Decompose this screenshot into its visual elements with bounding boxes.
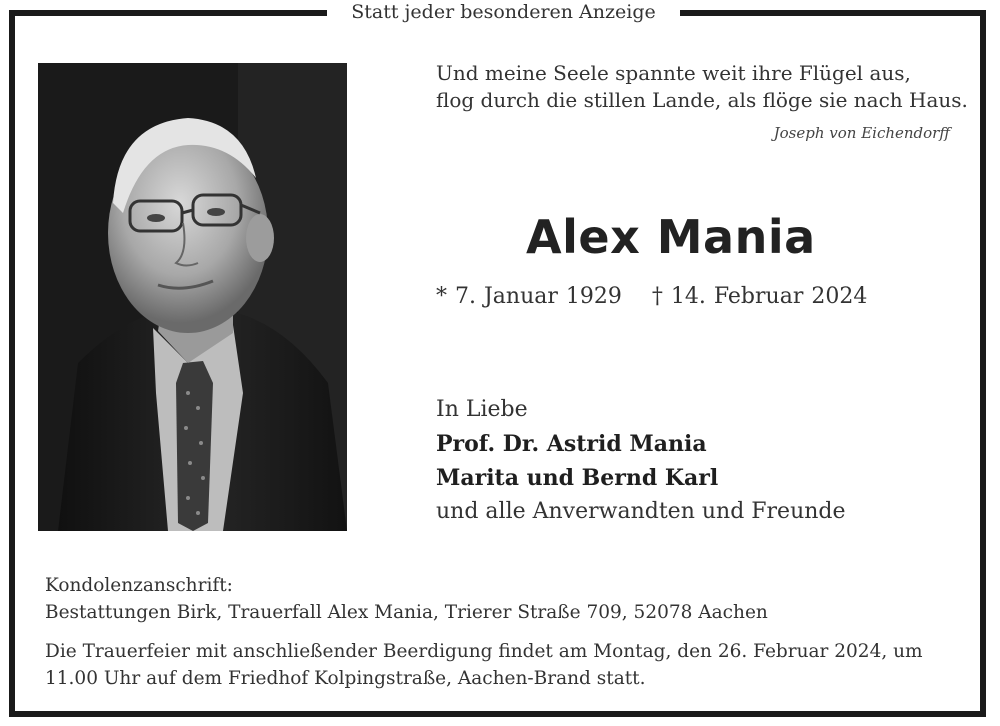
notice-header: Statt jeder besonderen Anzeige	[351, 1, 656, 23]
poem-line: flog durch die stillen Lande, als flöge sie nach Haus.	[436, 88, 968, 112]
death-date: † 14. Februar 2024	[651, 284, 868, 309]
top-rule-right	[680, 10, 986, 16]
portrait-photo	[38, 63, 347, 531]
mourners-block	[436, 393, 846, 529]
portrait-illustration	[38, 63, 347, 531]
birth-date: * 7. Januar 1929	[436, 284, 622, 309]
poem-line: Und meine Seele spannte weit ihre Flügel aus,	[436, 61, 911, 85]
funeral-info	[45, 638, 975, 692]
funeral-line: Die Trauerfeier mit anschließender Beerdigung findet am Montag, den 26. Februar 2024, um	[45, 641, 923, 662]
top-rule-left	[9, 10, 327, 16]
deceased-name: Alex Mania	[526, 210, 816, 264]
poem-quote	[436, 60, 968, 114]
life-dates	[436, 284, 867, 309]
poem-author: Joseph von Eichendorff	[773, 124, 950, 142]
funeral-line: 11.00 Uhr auf dem Friedhof Kolpingstraße, Aachen-Brand statt.	[45, 668, 646, 689]
mourners-intro: In Liebe	[436, 397, 528, 422]
condolence-address	[45, 572, 768, 626]
condolence-label: Kondolenzanschrift:	[45, 575, 233, 596]
mourner-name: Prof. Dr. Astrid Mania	[436, 431, 707, 457]
condolence-text: Bestattungen Birk, Trauerfall Alex Mania, Trierer Straße 709, 52078 Aachen	[45, 602, 768, 623]
mourner-name: Marita und Bernd Karl	[436, 465, 719, 491]
mourners-others: und alle Anverwandten und Freunde	[436, 499, 846, 524]
